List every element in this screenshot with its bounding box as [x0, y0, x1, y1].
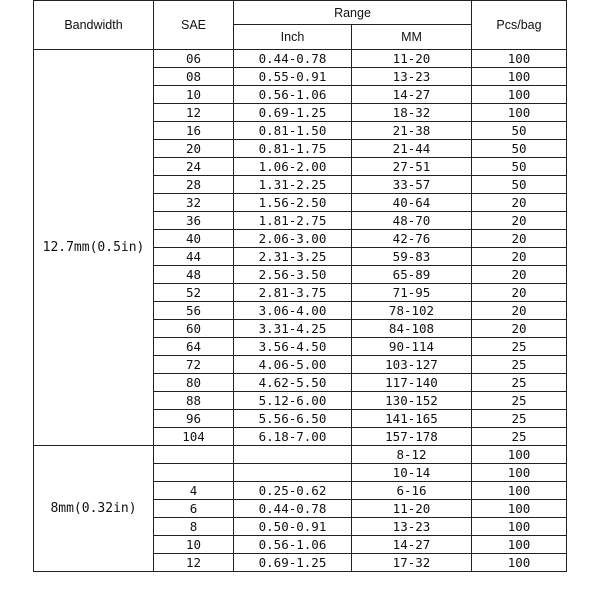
inch-range-cell: 3.31-4.25 [234, 320, 352, 338]
mm-range-cell: 84-108 [352, 320, 472, 338]
inch-range-cell: 1.06-2.00 [234, 158, 352, 176]
pcs-per-bag-cell: 20 [472, 320, 567, 338]
inch-range-cell: 3.06-4.00 [234, 302, 352, 320]
pcs-per-bag-cell: 50 [472, 176, 567, 194]
pcs-per-bag-cell: 100 [472, 68, 567, 86]
hose-clamp-spec-table [33, 0, 567, 572]
inch-range-cell: 0.44-0.78 [234, 50, 352, 68]
pcs-per-bag-cell: 100 [472, 104, 567, 122]
pcs-per-bag-cell: 25 [472, 410, 567, 428]
sae-cell: 4 [154, 482, 234, 500]
pcs-per-bag-cell: 100 [472, 482, 567, 500]
sae-cell: 10 [154, 536, 234, 554]
sae-cell: 12 [154, 104, 234, 122]
inch-range-cell: 6.18-7.00 [234, 428, 352, 446]
table-row [34, 50, 567, 68]
sae-cell: 72 [154, 356, 234, 374]
inch-range-cell: 4.06-5.00 [234, 356, 352, 374]
inch-range-cell: 1.81-2.75 [234, 212, 352, 230]
pcs-per-bag-cell: 100 [472, 536, 567, 554]
inch-range-cell [234, 446, 352, 464]
mm-range-cell: 103-127 [352, 356, 472, 374]
mm-range-cell: 18-32 [352, 104, 472, 122]
header-inch: Inch [234, 25, 352, 50]
inch-range-cell: 0.44-0.78 [234, 500, 352, 518]
pcs-per-bag-cell: 20 [472, 302, 567, 320]
pcs-per-bag-cell: 20 [472, 194, 567, 212]
bandwidth-cell: 8mm(0.32in) [34, 446, 154, 572]
sae-cell: 20 [154, 140, 234, 158]
pcs-per-bag-cell: 100 [472, 518, 567, 536]
sae-cell: 60 [154, 320, 234, 338]
pcs-per-bag-cell: 50 [472, 158, 567, 176]
pcs-per-bag-cell: 25 [472, 374, 567, 392]
sae-cell: 44 [154, 248, 234, 266]
inch-range-cell: 2.06-3.00 [234, 230, 352, 248]
sae-cell [154, 464, 234, 482]
sae-cell: 96 [154, 410, 234, 428]
pcs-per-bag-cell: 100 [472, 50, 567, 68]
pcs-per-bag-cell: 25 [472, 338, 567, 356]
pcs-per-bag-cell: 50 [472, 122, 567, 140]
mm-range-cell: 65-89 [352, 266, 472, 284]
sae-cell: 16 [154, 122, 234, 140]
sae-cell: 06 [154, 50, 234, 68]
sae-cell: 28 [154, 176, 234, 194]
mm-range-cell: 11-20 [352, 500, 472, 518]
pcs-per-bag-cell: 100 [472, 554, 567, 572]
inch-range-cell: 2.81-3.75 [234, 284, 352, 302]
inch-range-cell: 1.31-2.25 [234, 176, 352, 194]
inch-range-cell: 0.81-1.75 [234, 140, 352, 158]
inch-range-cell [234, 464, 352, 482]
mm-range-cell: 130-152 [352, 392, 472, 410]
sae-cell: 12 [154, 554, 234, 572]
sae-cell: 40 [154, 230, 234, 248]
mm-range-cell: 17-32 [352, 554, 472, 572]
sae-cell: 104 [154, 428, 234, 446]
mm-range-cell: 78-102 [352, 302, 472, 320]
pcs-per-bag-cell: 100 [472, 86, 567, 104]
sae-cell: 48 [154, 266, 234, 284]
mm-range-cell: 71-95 [352, 284, 472, 302]
pcs-per-bag-cell: 25 [472, 356, 567, 374]
pcs-per-bag-cell: 100 [472, 500, 567, 518]
pcs-per-bag-cell: 20 [472, 266, 567, 284]
sae-cell: 56 [154, 302, 234, 320]
mm-range-cell: 117-140 [352, 374, 472, 392]
mm-range-cell: 141-165 [352, 410, 472, 428]
mm-range-cell: 21-38 [352, 122, 472, 140]
sae-cell: 08 [154, 68, 234, 86]
pcs-per-bag-cell: 20 [472, 212, 567, 230]
pcs-per-bag-cell: 25 [472, 428, 567, 446]
mm-range-cell: 90-114 [352, 338, 472, 356]
inch-range-cell: 0.56-1.06 [234, 536, 352, 554]
pcs-per-bag-cell: 20 [472, 248, 567, 266]
mm-range-cell: 59-83 [352, 248, 472, 266]
inch-range-cell: 0.69-1.25 [234, 104, 352, 122]
pcs-per-bag-cell: 100 [472, 446, 567, 464]
inch-range-cell: 5.12-6.00 [234, 392, 352, 410]
pcs-per-bag-cell: 20 [472, 230, 567, 248]
sae-cell: 32 [154, 194, 234, 212]
bandwidth-cell: 12.7mm(0.5in) [34, 50, 154, 446]
mm-range-cell: 157-178 [352, 428, 472, 446]
pcs-per-bag-cell: 20 [472, 284, 567, 302]
pcs-per-bag-cell: 50 [472, 140, 567, 158]
inch-range-cell: 3.56-4.50 [234, 338, 352, 356]
sae-cell: 36 [154, 212, 234, 230]
inch-range-cell: 4.62-5.50 [234, 374, 352, 392]
sae-cell: 80 [154, 374, 234, 392]
sae-cell: 88 [154, 392, 234, 410]
sae-cell: 52 [154, 284, 234, 302]
mm-range-cell: 42-76 [352, 230, 472, 248]
header-sae: SAE [154, 1, 234, 50]
inch-range-cell: 0.25-0.62 [234, 482, 352, 500]
sae-cell: 10 [154, 86, 234, 104]
mm-range-cell: 8-12 [352, 446, 472, 464]
inch-range-cell: 0.50-0.91 [234, 518, 352, 536]
mm-range-cell: 48-70 [352, 212, 472, 230]
sae-cell [154, 446, 234, 464]
inch-range-cell: 0.56-1.06 [234, 86, 352, 104]
inch-range-cell: 0.55-0.91 [234, 68, 352, 86]
mm-range-cell: 40-64 [352, 194, 472, 212]
pcs-per-bag-cell: 100 [472, 464, 567, 482]
table-body [34, 50, 567, 572]
sae-cell: 6 [154, 500, 234, 518]
header-row-top [34, 1, 567, 25]
header-range: Range [234, 1, 472, 25]
header-mm: MM [352, 25, 472, 50]
mm-range-cell: 13-23 [352, 518, 472, 536]
inch-range-cell: 0.69-1.25 [234, 554, 352, 572]
mm-range-cell: 6-16 [352, 482, 472, 500]
inch-range-cell: 0.81-1.50 [234, 122, 352, 140]
mm-range-cell: 13-23 [352, 68, 472, 86]
inch-range-cell: 2.56-3.50 [234, 266, 352, 284]
inch-range-cell: 1.56-2.50 [234, 194, 352, 212]
mm-range-cell: 14-27 [352, 536, 472, 554]
mm-range-cell: 27-51 [352, 158, 472, 176]
mm-range-cell: 33-57 [352, 176, 472, 194]
mm-range-cell: 11-20 [352, 50, 472, 68]
header-pcs-per-bag: Pcs/bag [472, 1, 567, 50]
sae-cell: 24 [154, 158, 234, 176]
sae-cell: 8 [154, 518, 234, 536]
table-row [34, 446, 567, 464]
inch-range-cell: 2.31-3.25 [234, 248, 352, 266]
header-bandwidth: Bandwidth [34, 1, 154, 50]
mm-range-cell: 14-27 [352, 86, 472, 104]
inch-range-cell: 5.56-6.50 [234, 410, 352, 428]
mm-range-cell: 21-44 [352, 140, 472, 158]
sae-cell: 64 [154, 338, 234, 356]
mm-range-cell: 10-14 [352, 464, 472, 482]
pcs-per-bag-cell: 25 [472, 392, 567, 410]
